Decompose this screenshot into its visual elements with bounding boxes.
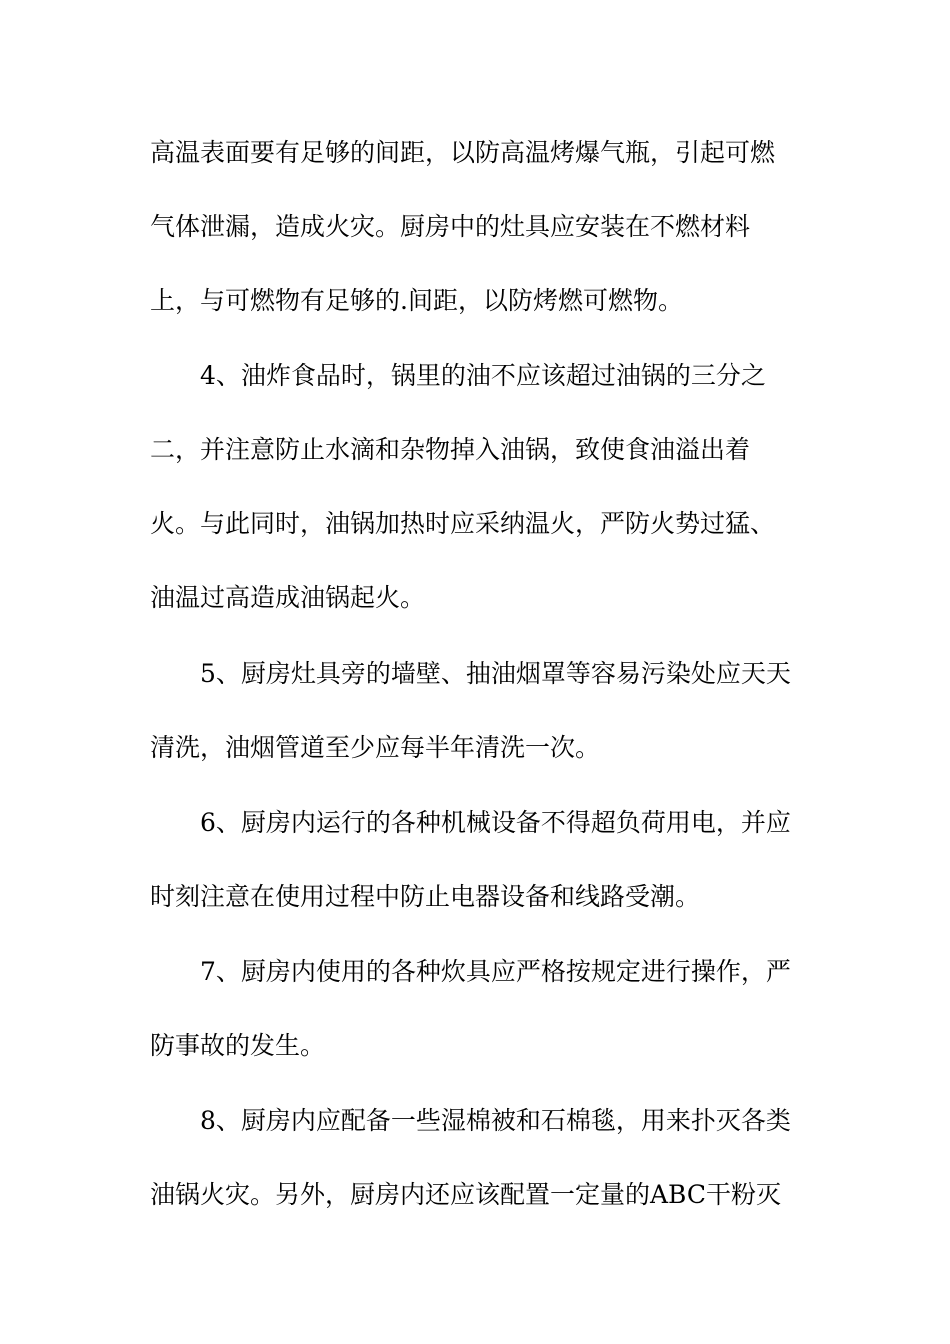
text-line-10: 6、厨房内运行的各种机械设备不得超负荷用电，并应 <box>200 808 791 837</box>
text-line-8: 5、厨房灶具旁的墙壁、抽油烟罩等容易污染处应天天 <box>200 659 791 688</box>
text-line-7: 油温过高造成油锅起火。 <box>150 583 426 612</box>
text-line-11: 时刻注意在使用过程中防止电器设备和线路受潮。 <box>150 882 701 911</box>
text-line-15: 油锅火灾。另外，厨房内还应该配置一定量的ABC干粉灭 <box>150 1180 782 1209</box>
text-line-2: 气体泄漏，造成火灾。厨房中的灶具应安装在不燃材料 <box>150 212 751 241</box>
text-line-12: 7、厨房内使用的各种炊具应严格按规定进行操作，严 <box>200 957 791 986</box>
text-line-9: 清洗，油烟管道至少应每半年清洗一次。 <box>150 733 601 762</box>
text-line-5: 二，并注意防止水滴和杂物掉入油锅，致使食油溢出着 <box>150 435 751 464</box>
text-line-13: 防事故的发生。 <box>150 1031 326 1060</box>
text-line-4: 4、油炸食品时，锅里的油不应该超过油锅的三分之 <box>200 361 766 390</box>
text-line-14: 8、厨房内应配备一些湿棉被和石棉毯，用来扑灭各类 <box>200 1106 791 1135</box>
text-line-1: 高温表面要有足够的间距，以防高温烤爆气瓶，引起可燃 <box>150 138 776 167</box>
text-line-3: 上，与可燃物有足够的.间距，以防烤燃可燃物。 <box>150 286 683 315</box>
text-line-6: 火。与此同时，油锅加热时应采纳温火，严防火势过猛、 <box>150 509 776 538</box>
